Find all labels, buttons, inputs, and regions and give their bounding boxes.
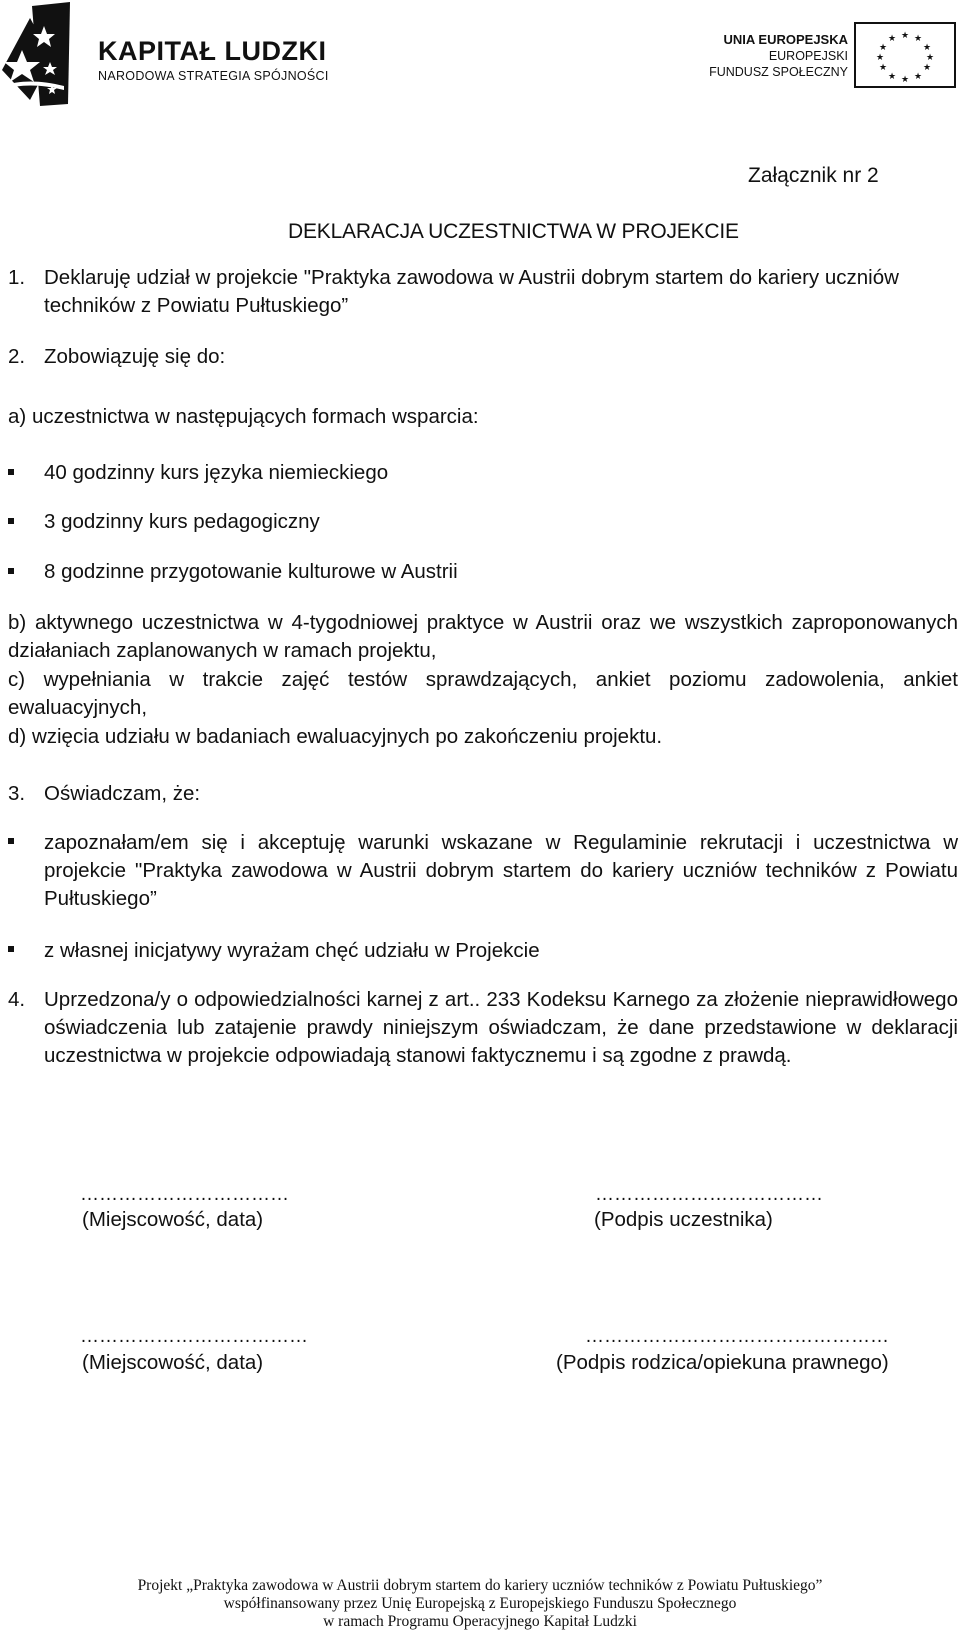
eu-line-1: UNIA EUROPEJSKA	[723, 32, 848, 47]
kapital-ludzki-title: KAPITAŁ LUDZKI	[98, 36, 327, 66]
section-2-heading: Zobowiązuję się do:	[44, 345, 226, 368]
signature-line-participant: ………………………………	[595, 1184, 823, 1205]
svg-text:★: ★	[922, 63, 932, 73]
svg-text:★: ★	[922, 43, 932, 53]
item-c-text: wypełniania w trakcie zajęć testów sprawdzających, ankiet poziomu zadowolenia, ankiet ewaluacyjnych,	[8, 668, 958, 719]
kapital-ludzki-emblem-icon	[0, 0, 100, 110]
support-form-2: 3 godzinny kurs pedagogiczny	[44, 510, 320, 533]
svg-text:★: ★	[878, 63, 888, 73]
bullet-icon	[8, 838, 14, 844]
section-1-text: Deklaruję udział w projekcie "Praktyka zawodowa w Austrii dobrym startem do kariery uczniów techników z Powiatu Pułtuskiego”	[44, 266, 899, 317]
declaration-bullet-2: z własnej inicjatywy wyrażam chęć udziału w Projekcie	[44, 939, 540, 962]
eu-fund-text	[709, 32, 848, 80]
kapital-ludzki-logo	[0, 0, 340, 110]
svg-text:★: ★	[900, 75, 910, 85]
participant-signature-label: (Podpis uczestnika)	[594, 1208, 773, 1231]
footer-line-1: Projekt „Praktyka zawodowa w Austrii dobrym startem do kariery uczniów techników z Powiatu Pułtuskiego”	[137, 1577, 823, 1594]
declaration-bullet-1: zapoznałam/em się i akceptuję warunki wskazane w Regulaminie rekrutacji i uczestnictwa w projekcie "Praktyka zawodowa w Austrii dobrym startem do kariery uczniów techników z Powiatu Pułtuskiego”	[44, 831, 958, 910]
svg-text:★: ★	[925, 53, 935, 63]
item-a	[8, 403, 479, 431]
guardian-signature-label: (Podpis rodzica/opiekuna prawnego)	[556, 1351, 889, 1374]
support-form-3: 8 godzinne przygotowanie kulturowe w Austrii	[44, 560, 458, 583]
eu-line-3: FUNDUSZ SPOŁECZNY	[709, 65, 848, 79]
signature-line-guardian: …………………………………………	[585, 1326, 889, 1347]
section-1-number: 1.	[8, 266, 26, 289]
bullet-icon	[8, 946, 14, 952]
item-c-letter: c)	[8, 668, 26, 691]
support-form-1: 40 godzinny kurs języka niemieckiego	[44, 461, 389, 484]
section-4-number: 4.	[8, 988, 26, 1011]
item-b	[8, 609, 958, 665]
bullet-icon	[8, 518, 14, 524]
svg-text:★: ★	[913, 34, 923, 44]
attachment-label: Załącznik nr 2	[748, 164, 879, 187]
item-d-letter: d)	[8, 725, 27, 748]
item-d	[8, 723, 958, 751]
item-c	[8, 666, 958, 722]
section-3-number: 3.	[8, 782, 26, 805]
section-3-heading: Oświadczam, że:	[44, 782, 201, 805]
bullet-icon	[8, 469, 14, 475]
item-a-text: uczestnictwa w następujących formach wsparcia:	[31, 405, 479, 428]
item-b-text: aktywnego uczestnictwa w 4-tygodniowej praktyce w Austrii oraz we wszystkich zaproponowanych działaniach zaplanowanych w ramach projektu,	[8, 611, 958, 662]
item-a-letter: a)	[8, 405, 27, 428]
footer-line-2: współfinansowany przez Unię Europejską z Europejskiego Funduszu Społecznego	[223, 1595, 737, 1612]
signature-line-place-date-1: ……………………………	[80, 1184, 289, 1205]
svg-text:★: ★	[887, 72, 897, 82]
eu-flag-icon	[854, 22, 956, 88]
section-2-number: 2.	[8, 345, 26, 368]
svg-text:★: ★	[913, 72, 923, 82]
kapital-ludzki-subtitle: NARODOWA STRATEGIA SPÓJNOŚCI	[98, 69, 329, 83]
svg-text:★: ★	[878, 43, 888, 53]
svg-text:★: ★	[875, 53, 885, 63]
footer	[0, 1577, 960, 1631]
bullet-icon	[8, 568, 14, 574]
svg-text:★: ★	[887, 34, 897, 44]
item-b-letter: b)	[8, 611, 27, 634]
place-date-label-2: (Miejscowość, data)	[82, 1351, 264, 1374]
document-title: DEKLARACJA UCZESTNICTWA W PROJEKCIE	[288, 220, 739, 243]
place-date-label-1: (Miejscowość, data)	[82, 1208, 264, 1231]
signature-line-place-date-2: ………………………………	[80, 1326, 308, 1347]
eu-line-2: EUROPEJSKI	[768, 49, 848, 63]
svg-text:★: ★	[900, 31, 910, 41]
section-4-text: Uprzedzona/y o odpowiedzialności karnej z art.. 233 Kodeksu Karnego za złożenie nieprawidłowego oświadczenia lub zatajenie prawdy niniejszym oświadczam, że dane przedstawione w deklaracji uczestnictwa w projekcie odpowiadają stanowi faktycznemu i są zgodne z prawdą.	[44, 988, 958, 1067]
footer-line-3: w ramach Programu Operacyjnego Kapitał Ludzki	[323, 1613, 637, 1630]
item-d-text: wzięcia udziału w badaniach ewaluacyjnych po zakończeniu projektu.	[31, 725, 663, 748]
